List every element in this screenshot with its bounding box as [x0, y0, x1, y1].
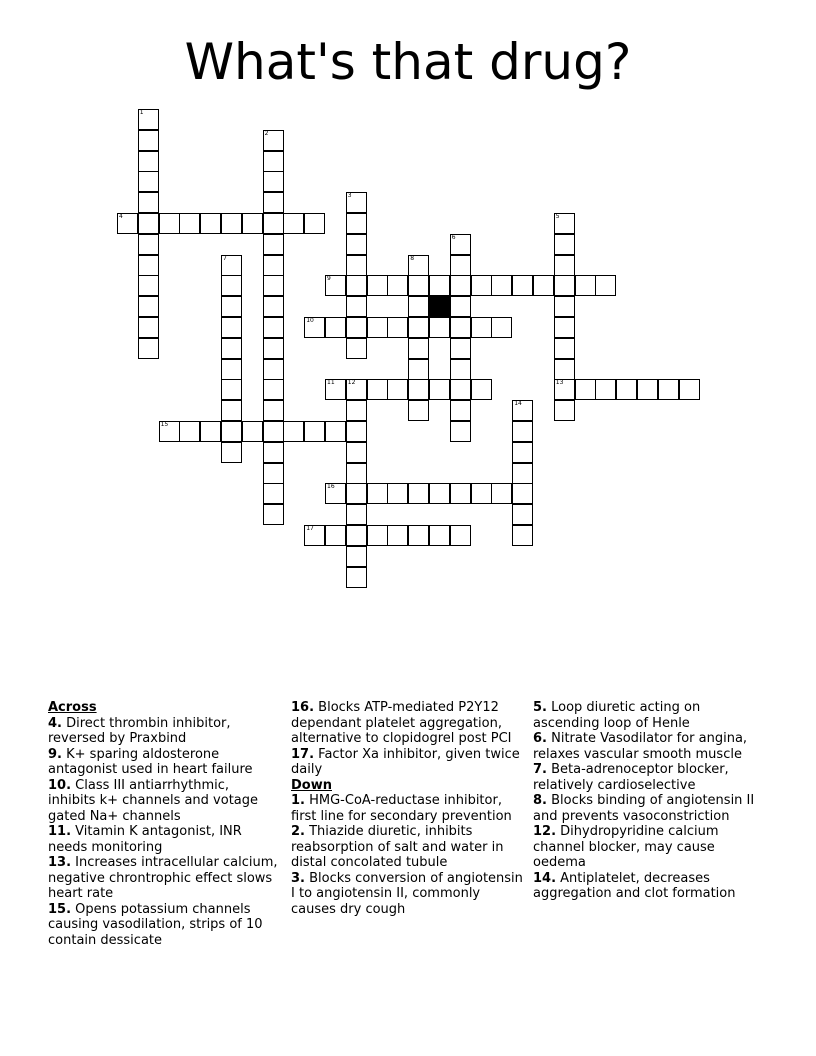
cell-number: 17	[306, 525, 314, 532]
grid-cell[interactable]	[471, 379, 492, 400]
grid-cell[interactable]	[263, 359, 284, 380]
grid-cell[interactable]	[471, 317, 492, 338]
clue-item: 5. Loop diuretic acting on ascending loop of Henle	[533, 700, 701, 731]
grid-cell[interactable]	[263, 483, 284, 504]
grid-cell[interactable]	[138, 338, 159, 359]
grid-cell[interactable]	[263, 255, 284, 276]
grid-cell[interactable]	[450, 359, 471, 380]
grid-cell[interactable]	[471, 483, 492, 504]
grid-cell[interactable]	[138, 171, 159, 192]
grid-cell[interactable]	[387, 379, 408, 400]
grid-cell[interactable]	[512, 483, 533, 504]
grid-cell[interactable]	[346, 504, 367, 525]
grid-cell[interactable]	[554, 255, 575, 276]
grid-cell[interactable]	[304, 213, 325, 234]
cell-number: 13	[555, 379, 564, 387]
grid-cell[interactable]	[304, 317, 325, 338]
grid-cell[interactable]	[138, 255, 159, 276]
grid-cell[interactable]	[263, 192, 284, 213]
grid-cell[interactable]	[221, 296, 242, 317]
grid-cell[interactable]	[263, 442, 284, 463]
grid-cell[interactable]	[679, 379, 700, 400]
cell-number: 12	[347, 379, 356, 387]
grid-cell[interactable]	[450, 525, 471, 546]
grid-cell[interactable]	[658, 379, 679, 400]
grid-cell[interactable]	[263, 296, 284, 317]
grid-cell[interactable]	[450, 296, 471, 317]
grid-cell[interactable]	[263, 234, 284, 255]
grid-cell[interactable]	[429, 483, 450, 504]
grid-cell[interactable]	[367, 483, 388, 504]
grid-cell[interactable]	[554, 359, 575, 380]
cell-number: 3	[347, 192, 352, 200]
grid-cell[interactable]	[346, 567, 367, 588]
clue-item: 16. Blocks ATP-mediated P2Y12 dependant platelet aggregation, alternative to clopidogrel post PCI	[291, 700, 512, 746]
grid-cell[interactable]	[346, 483, 367, 504]
grid-cell[interactable]	[138, 317, 159, 338]
grid-cell[interactable]	[138, 275, 159, 296]
grid-cell[interactable]	[450, 483, 471, 504]
across-clue-list-continued	[291, 700, 523, 778]
grid-cell[interactable]	[346, 421, 367, 442]
clue-item: 6. Nitrate Vasodilator for angina, relaxes vascular smooth muscle	[533, 731, 748, 762]
grid-cell[interactable]	[263, 504, 284, 525]
clues-column-3	[533, 700, 765, 902]
grid-cell[interactable]	[512, 504, 533, 525]
grid-cell[interactable]	[138, 234, 159, 255]
grid-cell[interactable]	[450, 379, 471, 400]
grid-cell[interactable]	[325, 525, 346, 546]
grid-cell[interactable]	[367, 275, 388, 296]
grid-cell[interactable]	[263, 400, 284, 421]
grid-cell[interactable]	[450, 275, 471, 296]
grid-cell[interactable]	[575, 379, 596, 400]
grid-cell[interactable]	[346, 338, 367, 359]
grid-cell[interactable]	[554, 400, 575, 421]
grid-cell[interactable]	[450, 317, 471, 338]
grid-cell[interactable]	[263, 379, 284, 400]
grid-cell[interactable]	[221, 255, 242, 276]
grid-cell[interactable]	[221, 213, 242, 234]
down-clue-list-continued	[533, 700, 765, 902]
grid-cell[interactable]	[408, 275, 429, 296]
clue-item: 3. Blocks conversion of angiotensin I to angiotensin II, commonly causes dry cough	[291, 870, 523, 917]
grid-cell[interactable]	[408, 338, 429, 359]
grid-cell[interactable]	[138, 151, 159, 172]
grid-cell[interactable]	[138, 109, 159, 130]
grid-cell[interactable]	[346, 525, 367, 546]
grid-cell[interactable]	[450, 400, 471, 421]
grid-cell[interactable]	[408, 400, 429, 421]
grid-cell[interactable]	[242, 213, 263, 234]
grid-cell[interactable]	[595, 379, 616, 400]
grid-cell[interactable]	[346, 317, 367, 338]
grid-cell[interactable]	[221, 275, 242, 296]
cell-number: 15	[160, 421, 169, 428]
across-clue-list	[48, 716, 280, 949]
grid-cell[interactable]	[263, 275, 284, 296]
grid-cell[interactable]	[221, 338, 242, 359]
grid-cell[interactable]	[346, 213, 367, 234]
black-square	[429, 296, 450, 317]
grid-cell[interactable]	[138, 213, 159, 234]
clue-item: 4. Direct thrombin inhibitor, reversed by Praxbind	[48, 715, 231, 746]
grid-cell[interactable]	[512, 463, 533, 484]
grid-cell[interactable]	[450, 338, 471, 359]
grid-cell[interactable]	[450, 421, 471, 442]
grid-cell[interactable]	[554, 296, 575, 317]
grid-cell[interactable]	[346, 379, 367, 400]
grid-cell[interactable]	[429, 379, 450, 400]
cell-number: 14	[514, 400, 522, 408]
grid-cell[interactable]	[346, 234, 367, 255]
grid-cell[interactable]	[554, 275, 575, 296]
grid-cell[interactable]	[346, 255, 367, 276]
cell-number: 8	[410, 254, 415, 262]
grid-cell[interactable]	[637, 379, 658, 400]
grid-cell[interactable]	[367, 525, 388, 546]
grid-cell[interactable]	[346, 275, 367, 296]
clue-item: 17. Factor Xa inhibitor, given twice daily	[291, 746, 520, 777]
grid-cell[interactable]	[408, 296, 429, 317]
cell-number: 1	[139, 109, 144, 116]
grid-cell[interactable]	[283, 421, 304, 442]
cell-number: 10	[306, 317, 314, 324]
grid-cell[interactable]	[179, 213, 200, 234]
clue-item: 8. Blocks binding of angiotensin II and prevents vasoconstriction	[533, 793, 755, 824]
clue-item: 12. Dihydropyridine calcium channel blocker, may cause oedema	[533, 824, 719, 870]
page-title: What's that drug?	[184, 33, 632, 91]
grid-cell[interactable]	[221, 379, 242, 400]
grid-cell[interactable]	[408, 483, 429, 504]
grid-cell[interactable]	[138, 192, 159, 213]
clues-column-2	[291, 700, 523, 917]
cell-number: 5	[555, 213, 560, 220]
grid-cell[interactable]	[263, 171, 284, 192]
grid-cell[interactable]	[512, 525, 533, 546]
cell-number: 16	[327, 483, 335, 491]
grid-cell[interactable]	[616, 379, 637, 400]
grid-cell[interactable]	[159, 421, 180, 442]
grid-cell[interactable]	[117, 213, 138, 234]
grid-cell[interactable]	[512, 421, 533, 442]
grid-cell[interactable]	[138, 296, 159, 317]
grid-cell[interactable]	[408, 525, 429, 546]
grid-cell[interactable]	[179, 421, 200, 442]
cell-number: 4	[119, 213, 123, 220]
grid-cell[interactable]	[512, 400, 533, 421]
grid-cell[interactable]	[491, 275, 512, 296]
grid-cell[interactable]	[491, 317, 512, 338]
clue-item: 9. K+ sparing aldosterone antagonist used in heart failure	[48, 746, 253, 777]
grid-cell[interactable]	[554, 213, 575, 234]
grid-cell[interactable]	[595, 275, 616, 296]
across-header: Across	[48, 700, 97, 715]
grid-cell[interactable]	[408, 255, 429, 276]
grid-cell[interactable]	[491, 483, 512, 504]
grid-cell[interactable]	[429, 275, 450, 296]
cell-number: 7	[223, 254, 227, 262]
cell-number: 2	[264, 129, 269, 137]
grid-cell[interactable]	[533, 275, 554, 296]
grid-cell[interactable]	[200, 421, 221, 442]
grid-cell[interactable]	[200, 213, 221, 234]
grid-cell[interactable]	[512, 442, 533, 463]
clue-item: 1. HMG-CoA-reductase inhibitor, first line for secondary prevention	[291, 793, 512, 824]
grid-cell[interactable]	[263, 130, 284, 151]
grid-cell[interactable]	[325, 275, 346, 296]
grid-cell[interactable]	[221, 400, 242, 421]
grid-cell[interactable]	[159, 213, 180, 234]
grid-cell[interactable]	[429, 317, 450, 338]
grid-cell[interactable]	[325, 317, 346, 338]
clue-item: 10. Class III antiarrhythmic, inhibits k+ channels and votage gated Na+ channels	[48, 777, 259, 824]
grid-cell[interactable]	[242, 421, 263, 442]
grid-cell[interactable]	[387, 275, 408, 296]
clue-item: 11. Vitamin K antagonist, INR needs monitoring	[48, 824, 242, 855]
grid-cell[interactable]	[450, 234, 471, 255]
clue-item: 15. Opens potassium channels causing vasodilation, strips of 10 contain dessicate	[48, 901, 263, 948]
grid-cell[interactable]	[408, 359, 429, 380]
grid-cell[interactable]	[304, 421, 325, 442]
down-clue-list	[291, 793, 523, 917]
cell-number: 6	[451, 233, 456, 241]
grid-cell[interactable]	[325, 421, 346, 442]
grid-cell[interactable]	[263, 213, 284, 234]
grid-cell[interactable]	[575, 275, 596, 296]
grid-cell[interactable]	[346, 463, 367, 484]
clue-item: 14. Antiplatelet, decreases aggregation and clot formation	[533, 870, 736, 901]
grid-cell[interactable]	[554, 234, 575, 255]
grid-cell[interactable]	[263, 317, 284, 338]
grid-cell[interactable]	[387, 317, 408, 338]
grid-cell[interactable]	[450, 255, 471, 276]
grid-cell[interactable]	[325, 379, 346, 400]
clue-item: 7. Beta-adrenoceptor blocker, relatively cardioselective	[533, 762, 729, 793]
grid-cell[interactable]	[554, 379, 575, 400]
grid-cell[interactable]	[283, 213, 304, 234]
grid-cell[interactable]	[408, 317, 429, 338]
grid-cell[interactable]	[304, 525, 325, 546]
grid-cell[interactable]	[408, 379, 429, 400]
clue-item: 13. Increases intracellular calcium, negative chrontrophic effect slows heart rate	[48, 855, 278, 901]
grid-cell[interactable]	[263, 463, 284, 484]
grid-cell[interactable]	[429, 525, 450, 546]
clues-column-1	[48, 700, 280, 948]
grid-cell[interactable]	[325, 483, 346, 504]
cell-number: 11	[327, 379, 335, 387]
down-header: Down	[291, 777, 332, 793]
clue-item: 2. Thiazide diuretic, inhibits reabsorption of salt and water in distal concolated tubule	[291, 824, 504, 870]
grid-cell[interactable]	[471, 275, 492, 296]
grid-cell[interactable]	[346, 296, 367, 317]
grid-cell[interactable]	[221, 317, 242, 338]
grid-cell[interactable]	[221, 359, 242, 380]
grid-cell[interactable]	[554, 338, 575, 359]
grid-cell[interactable]	[346, 400, 367, 421]
grid-cell[interactable]	[346, 192, 367, 213]
grid-cell[interactable]	[387, 525, 408, 546]
cell-number: 9	[327, 275, 331, 283]
grid-cell[interactable]	[512, 275, 533, 296]
grid-cell[interactable]	[346, 442, 367, 463]
grid-cell[interactable]	[221, 421, 242, 442]
grid-cell[interactable]	[367, 317, 388, 338]
grid-cell[interactable]	[346, 546, 367, 567]
grid-cell[interactable]	[367, 379, 388, 400]
grid-cell[interactable]	[263, 421, 284, 442]
grid-cell[interactable]	[263, 338, 284, 359]
grid-cell[interactable]	[221, 442, 242, 463]
grid-cell[interactable]	[387, 483, 408, 504]
grid-cell[interactable]	[138, 130, 159, 151]
grid-cell[interactable]	[554, 317, 575, 338]
grid-cell[interactable]	[263, 151, 284, 172]
